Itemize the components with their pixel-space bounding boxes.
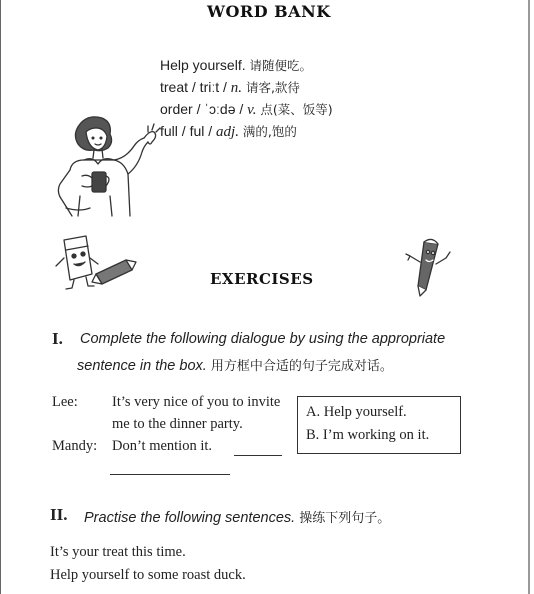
options-box [297,396,461,454]
word-bank-entry [160,100,333,119]
practice-sentence: It’s your treat this time. [50,544,186,560]
eraser-and-pencil-icon [52,232,138,292]
instruction-line: Complete the following dialogue by using the appropriate [80,331,446,347]
section-1-instruction-cont [77,355,393,374]
entry-term: full [160,123,178,139]
section-1-instruction [80,331,445,347]
page-edge-left [0,0,1,594]
entry-part-of-speech: v. [247,102,257,118]
entry-meaning: 满的,饱的 [242,124,297,139]
woman-holding-cup-icon [50,112,162,218]
entry-term: treat [160,79,189,95]
dialogue-line: me to the dinner party. [112,416,243,432]
answer-blank[interactable] [234,455,282,456]
dialogue-line: It’s very nice of you to invite [112,394,281,410]
page-edge-right [528,0,530,594]
entry-meaning: 请随便吃。 [249,58,312,73]
word-bank-entry [160,78,300,97]
entry-meaning: 请客,款待 [245,80,300,95]
instruction-line: sentence in the box. [77,358,207,374]
word-bank-entry [160,56,312,74]
section-2-instruction [84,507,390,526]
option-letter: A. [306,404,321,420]
dialogue-line: Don’t mention it. [112,438,213,454]
dialogue-speaker-lee: Lee: [52,394,78,410]
dialogue-speaker-mandy: Mandy: [52,438,98,454]
word-bank-title: WORD BANK [207,2,331,21]
instruction-cn: 用方框中合适的句子完成对话。 [210,359,393,374]
entry-term: order [160,101,193,117]
option-text: I’m working on it. [322,427,430,443]
word-bank-entry [160,122,297,141]
option-letter: B. [306,427,320,443]
entry-pronunciation: / triːt / [191,79,227,95]
section-1-numeral: I. [52,329,63,348]
option-b [306,427,429,444]
practice-sentence: Help yourself to some roast duck. [50,567,246,583]
instruction-line: Practise the following sentences. [84,510,296,526]
exercises-title: EXERCISES [210,270,314,288]
entry-pronunciation: / ful / [181,123,213,139]
entry-part-of-speech: n. [230,80,243,96]
option-a [306,404,407,421]
entry-part-of-speech: adj. [216,124,239,140]
entry-pronunciation: / ˈɔːdə / [196,101,244,117]
answer-blank[interactable] [110,474,230,475]
section-2-numeral: II. [50,505,68,524]
entry-term: Help yourself. [160,57,246,73]
entry-meaning: 点(菜、饭等) [260,102,333,117]
option-text: Help yourself. [323,404,407,420]
instruction-cn: 操练下列句子。 [299,511,391,526]
pencil-character-icon [404,236,452,298]
